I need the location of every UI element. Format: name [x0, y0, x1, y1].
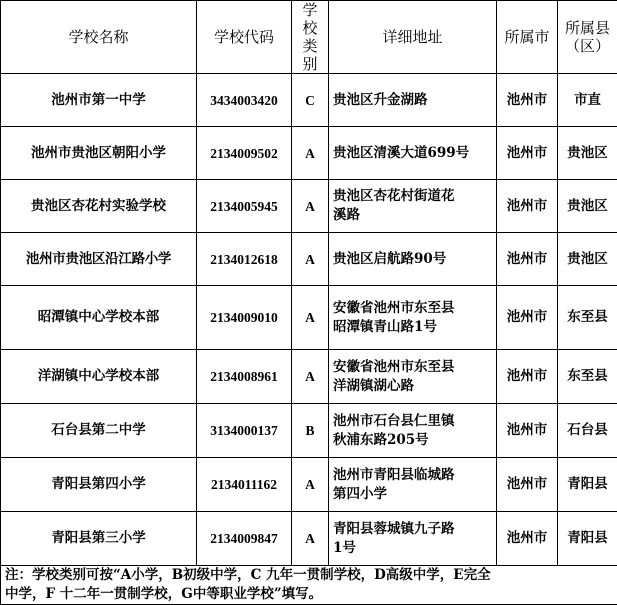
address-line1: 安徽省池州市东至县 [333, 299, 492, 318]
school-code: 2134011162 [197, 458, 292, 512]
address-line1: 安徽省池州市东至县 [333, 358, 492, 377]
school-code: 3434003420 [197, 74, 292, 127]
header-row [1, 1, 617, 74]
school-address [329, 404, 497, 458]
header-city: 所属市 [497, 1, 558, 74]
address-line1: 青阳县蓉城镇九子路 [333, 520, 492, 539]
header-category-line2: 类别 [296, 37, 324, 73]
table-row [1, 233, 617, 286]
school-address [329, 350, 497, 404]
school-county: 东至县 [558, 350, 617, 404]
address-line2: 1号 [333, 539, 492, 558]
note-line1: 注：学校类别可按“A小学，B初级中学，C 九年一贯制学校，D高级中学，E完全 [5, 566, 613, 585]
school-address [329, 127, 497, 180]
school-county: 贵池区 [558, 180, 617, 233]
school-name: 青阳县第四小学 [1, 458, 197, 512]
address-line2: 第四小学 [333, 485, 492, 504]
school-category: A [292, 350, 329, 404]
school-county: 贵池区 [558, 233, 617, 286]
school-category: A [292, 180, 329, 233]
school-category: C [292, 74, 329, 127]
school-name: 石台县第二中学 [1, 404, 197, 458]
header-address: 详细地址 [329, 1, 497, 74]
school-category: B [292, 404, 329, 458]
school-address [329, 180, 497, 233]
school-city: 池州市 [497, 74, 558, 127]
school-name: 池州市贵池区沿江路小学 [1, 233, 197, 286]
school-address [329, 74, 497, 127]
school-code: 2134008961 [197, 350, 292, 404]
table-row [1, 74, 617, 127]
school-code: 2134005945 [197, 180, 292, 233]
school-category: A [292, 512, 329, 566]
note-row [1, 566, 617, 605]
school-name: 池州市第一中学 [1, 74, 197, 127]
school-name: 贵池区杏花村实验学校 [1, 180, 197, 233]
header-county-line1: 所属县 [562, 19, 613, 37]
school-county: 青阳县 [558, 458, 617, 512]
header-school-name: 学校名称 [1, 1, 197, 74]
school-city: 池州市 [497, 512, 558, 566]
school-city: 池州市 [497, 404, 558, 458]
table-row [1, 350, 617, 404]
table-note [1, 566, 617, 605]
address-line1: 贵池区杏花村街道花 [333, 187, 492, 206]
school-city: 池州市 [497, 127, 558, 180]
header-county [558, 1, 617, 74]
school-category: A [292, 458, 329, 512]
header-school-category [292, 1, 329, 74]
address-line1: 池州市石台县仁里镇 [333, 412, 492, 431]
school-category: A [292, 233, 329, 286]
school-category: A [292, 286, 329, 350]
table-row [1, 286, 617, 350]
school-address [329, 458, 497, 512]
school-city: 池州市 [497, 350, 558, 404]
school-county: 青阳县 [558, 512, 617, 566]
school-county: 市直 [558, 74, 617, 127]
header-county-line2: （区） [562, 37, 613, 55]
school-city: 池州市 [497, 458, 558, 512]
school-city: 池州市 [497, 180, 558, 233]
header-school-code: 学校代码 [197, 1, 292, 74]
school-code: 2134009847 [197, 512, 292, 566]
address-line2: 昭潭镇青山路1号 [333, 318, 492, 337]
school-county: 东至县 [558, 286, 617, 350]
school-city: 池州市 [497, 286, 558, 350]
school-code: 2134009502 [197, 127, 292, 180]
table-row [1, 512, 617, 566]
address-line1: 贵池区启航路90号 [333, 250, 492, 269]
school-county: 石台县 [558, 404, 617, 458]
school-city: 池州市 [497, 233, 558, 286]
school-name: 昭潭镇中心学校本部 [1, 286, 197, 350]
school-name: 池州市贵池区朝阳小学 [1, 127, 197, 180]
table-row [1, 404, 617, 458]
note-line2: 中学，F 十二年一贯制学校，G中等职业学校”填写。 [5, 585, 613, 604]
address-line1: 贵池区清溪大道699号 [333, 144, 492, 163]
school-name: 青阳县第三小学 [1, 512, 197, 566]
school-code: 2134012618 [197, 233, 292, 286]
school-address [329, 286, 497, 350]
address-line2: 秋浦东路205号 [333, 431, 492, 450]
header-category-line1: 学校 [296, 1, 324, 37]
school-code: 2134009010 [197, 286, 292, 350]
school-category: A [292, 127, 329, 180]
table-row [1, 458, 617, 512]
address-line1: 池州市青阳县临城路 [333, 466, 492, 485]
school-name: 洋湖镇中心学校本部 [1, 350, 197, 404]
school-code: 3134000137 [197, 404, 292, 458]
address-line1: 贵池区升金湖路 [333, 91, 492, 110]
address-line2: 洋湖镇湖心路 [333, 377, 492, 396]
table-row [1, 127, 617, 180]
address-line2: 溪路 [333, 206, 492, 225]
school-address [329, 233, 497, 286]
table-row [1, 180, 617, 233]
school-address [329, 512, 497, 566]
school-county: 贵池区 [558, 127, 617, 180]
